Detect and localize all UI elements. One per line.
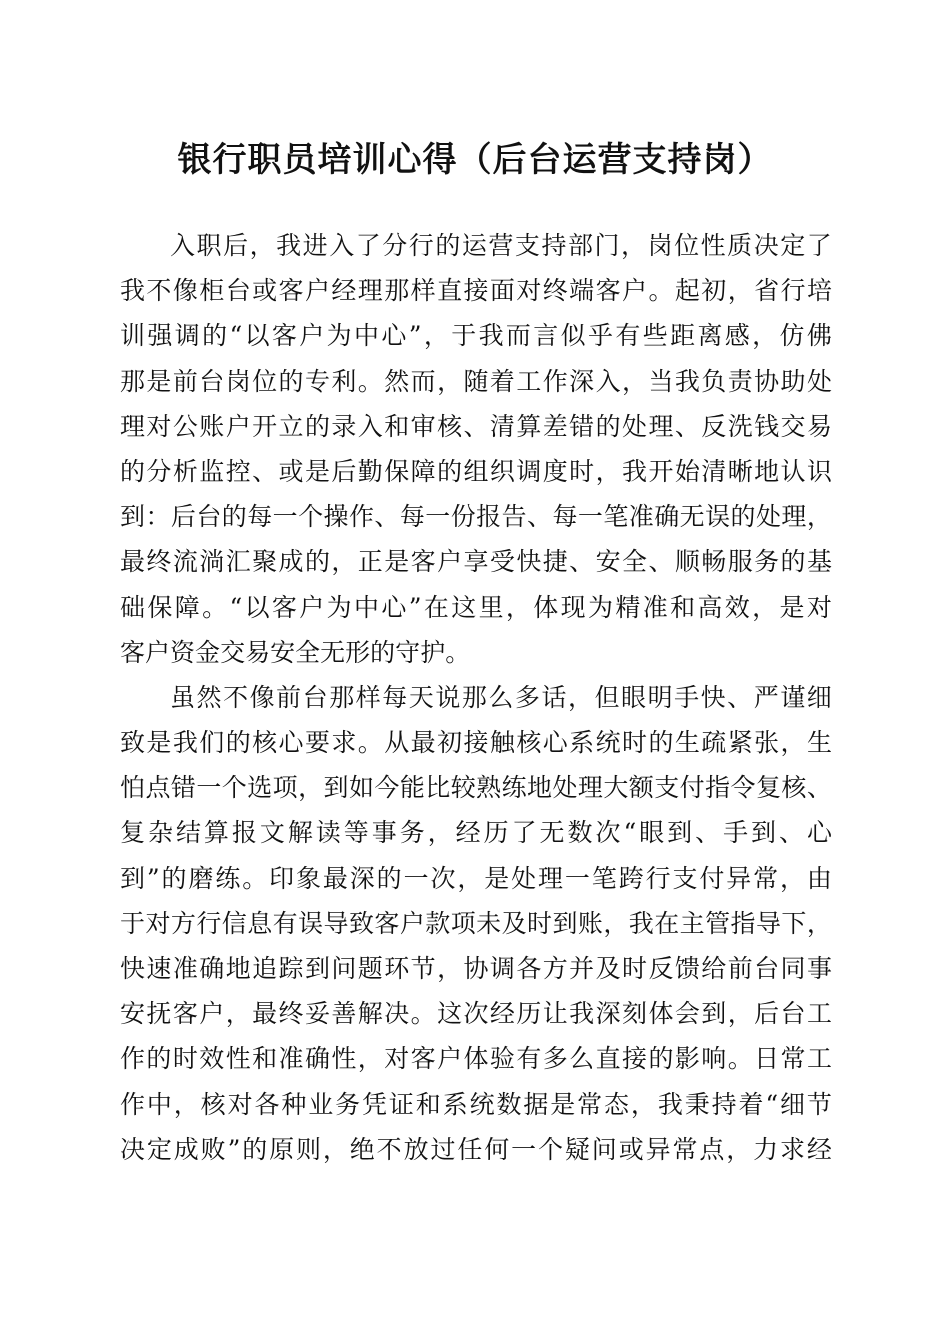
paragraph-2-line: 到 ” 的 磨 练 。 印 象 最 深 的 一 次 ， 是 处 理 一 笔 跨 行 支 付 异 常 ， 由 (120, 863, 832, 893)
paragraph-2-line: 快 速 准 确 地 追 踪 到 问 题 环 节 ， 协 调 各 方 并 及 时 反 馈 给 前 台 同 事 (120, 954, 832, 983)
paragraph-1-line: 入 职 后 ， 我 进 入 了 分 行 的 运 营 支 持 部 门 ， 岗 位 性 质 决 定 了 (170, 231, 832, 260)
paragraph-1-line: 那 是 前 台 岗 位 的 专 利 。 然 而 ， 随 着 工 作 深 入 ， 当 我 负 责 协 助 处 (120, 366, 832, 396)
paragraph-1-line: 最 终 流 淌 汇 聚 成 的 ， 正 是 客 户 享 受 快 捷 、 安 全 、 顺 畅 服 务 的 基 (120, 547, 832, 577)
paragraph-2-line: 于 对 方 行 信 息 有 误 导 致 客 户 款 项 未 及 时 到 账 ， 我 在 主 管 指 导 下 ， (120, 908, 832, 938)
paragraph-2-line: 复 杂 结 算 报 文 解 读 等 事 务 ， 经 历 了 无 数 次 “ 眼 到 、 手 到 、 心 (120, 818, 832, 848)
paragraph-2-line: 致 是 我 们 的 核 心 要 求 。 从 最 初 接 触 核 心 系 统 时 的 生 疏 紧 张 ， 生 (120, 728, 832, 758)
paragraph-1-line: 客 户 资 金 交 易 安 全 无 形 的 守 护 。 (120, 637, 471, 667)
paragraph-2-line: 决 定 成 败 ” 的 原 则 ， 绝 不 放 过 任 何 一 个 疑 问 或 异 常 点 ， 力 求 经 (120, 1134, 832, 1164)
document-body (120, 223, 832, 1172)
paragraph-1-line: 我 不 像 柜 台 或 客 户 经 理 那 样 直 接 面 对 终 端 客 户 。 起 初 ， 省 行 培 (120, 276, 832, 306)
paragraph-1-line: 理 对 公 账 户 开 立 的 录 入 和 审 核 、 清 算 差 错 的 处 理 、 反 洗 钱 交 易 (120, 411, 832, 441)
paragraph-2-line: 作 中 ， 核 对 各 种 业 务 凭 证 和 系 统 数 据 是 常 态 ， 我 秉 持 着 “ 细 节 (120, 1089, 832, 1119)
paragraph-1-line: 础 保 障 。 “ 以 客 户 为 中 心 ” 在 这 里 ， 体 现 为 精 准 和 高 效 ， 是 对 (120, 592, 832, 622)
paragraph-1-line: 训 强 调 的 “ 以 客 户 为 中 心 ” ， 于 我 而 言 似 乎 有 些 距 离 感 ， 仿 佛 (120, 321, 832, 351)
paragraph-2-line: 怕 点 错 一 个 选 项 ， 到 如 今 能 比 较 熟 练 地 处 理 大 额 支 付 指 令 复 核 、 (120, 773, 832, 803)
paragraph-2-line: 安 抚 客 户 ， 最 终 妥 善 解 决 。 这 次 经 历 让 我 深 刻 体 会 到 ， 后 台 工 (120, 999, 832, 1029)
paragraph-1-line: 到 ： 后 台 的 每 一 个 操 作 、 每 一 份 报 告 、 每 一 笔 准 确 无 误 的 处 理 ， (120, 502, 832, 532)
paragraph-1-line: 的 分 析 监 控 、 或 是 后 勤 保 障 的 组 织 调 度 时 ， 我 开 始 清 晰 地 认 识 (120, 456, 832, 486)
paragraph-2-line: 作 的 时 效 性 和 准 确 性 ， 对 客 户 体 验 有 多 么 直 接 的 影 响 。 日 常 工 (120, 1044, 832, 1074)
document-title: 银行职员培训心得（后台运营支持岗） (177, 140, 773, 180)
paragraph-2-line: 虽 然 不 像 前 台 那 样 每 天 说 那 么 多 话 ， 但 眼 明 手 快 、 严 谨 细 (170, 682, 832, 712)
